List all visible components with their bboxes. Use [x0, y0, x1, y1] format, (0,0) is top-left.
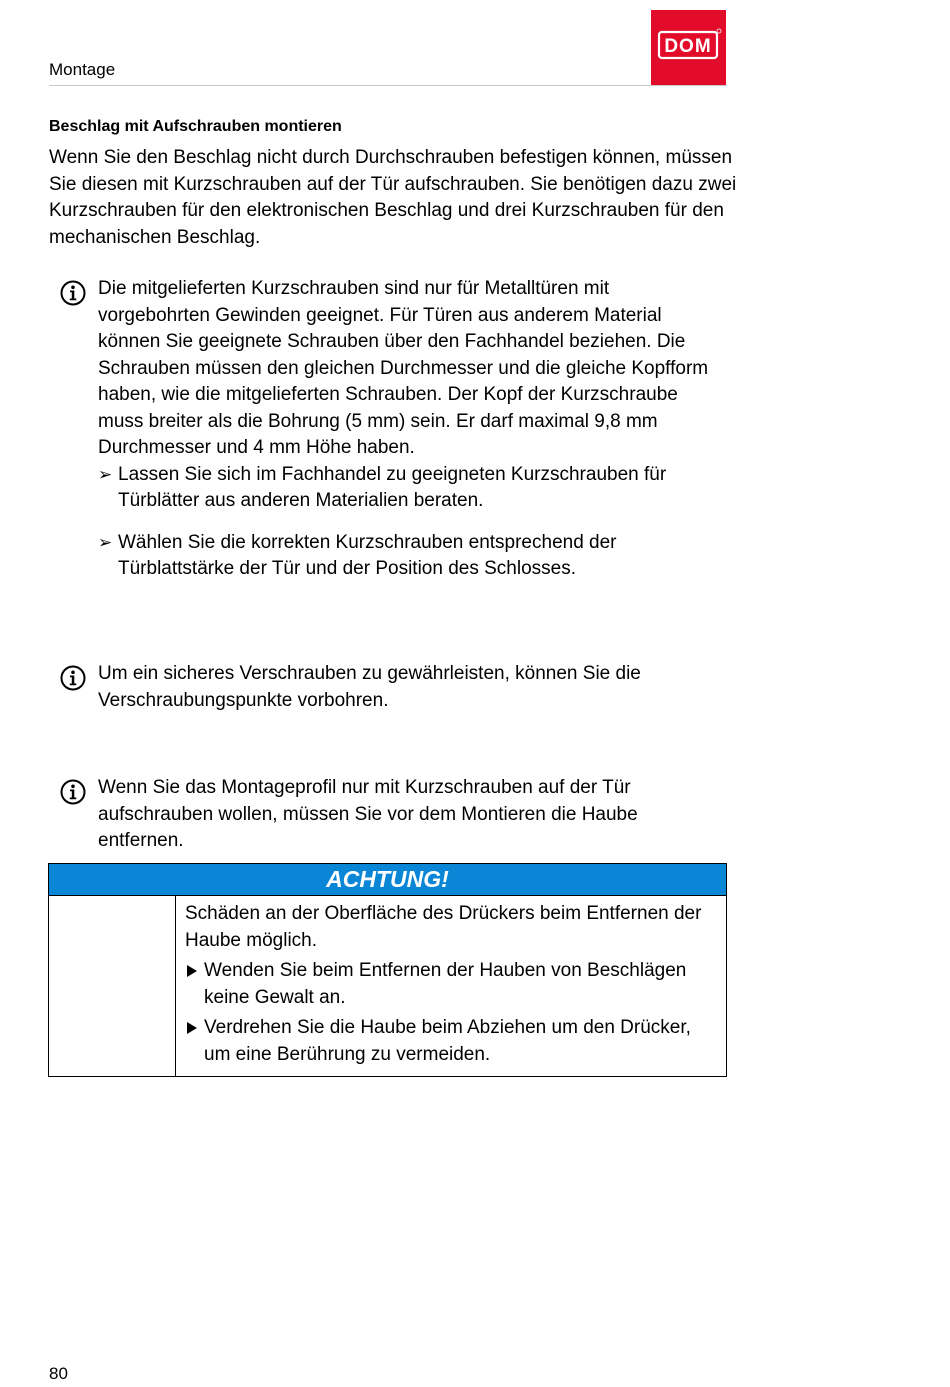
info-icon	[60, 779, 86, 805]
header-divider	[49, 85, 726, 86]
triangle-bullet-icon	[187, 965, 197, 977]
warning-box	[48, 863, 727, 1077]
bullet-text: Wenden Sie beim Entfernen der Hauben von Beschlägen keine Gewalt an.	[204, 960, 687, 1008]
arrow-bullet-icon: ➢	[98, 464, 113, 484]
list-item	[185, 1015, 718, 1068]
list-item	[98, 530, 720, 583]
list-item	[98, 462, 720, 515]
logo-text: DOM	[664, 36, 712, 57]
intro-paragraph: Wenn Sie den Beschlag nicht durch Durchschrauben befestigen können, müssen Sie diesen mit Kurzschrauben auf der Tür aufschrauben. Sie benötigen dazu zwei Kurzschrauben für den elektronischen Beschlag und drei Kurzschrauben für den mechanischen Beschlag.	[49, 147, 737, 248]
info-note-predrill	[60, 661, 720, 714]
header-title: Montage	[49, 60, 116, 79]
note-text: Die mitgelieferten Kurzschrauben sind nur für Metalltüren mit vorgebohrten Gewinden geeignet. Für Türen aus anderem Material können Sie geeignete Schrauben über den Fachhandel beziehen. Die Schrauben müssen den gleichen Durchmesser und die gleiche Kopfform haben, wie die mitgelieferten Schrauben. Der Kopf der Kurzschraube muss breiter als die Bohrung (5 mm) sein. Er darf maximal 9,8 mm Durchmesser und 4 mm Höhe haben.	[98, 278, 709, 458]
bullet-text: Verdrehen Sie die Haube beim Abziehen um den Drücker, um eine Berührung zu vermeiden.	[204, 1017, 691, 1065]
info-icon	[60, 280, 86, 306]
section-heading: Beschlag mit Aufschrauben montieren	[49, 118, 342, 135]
warning-symbol-cell	[49, 896, 176, 1076]
bullet-text: Lassen Sie sich im Fachhandel zu geeigneten Kurzschrauben für Türblätter aus anderen Materialien beraten.	[118, 463, 667, 511]
warning-header: ACHTUNG!	[49, 864, 726, 896]
note-text: Um ein sicheres Verschrauben zu gewährleisten, können Sie die Verschraubungspunkte vorbohren.	[98, 663, 641, 711]
arrow-bullet-icon: ➢	[98, 532, 113, 552]
warning-content	[176, 896, 726, 1076]
bullet-text: Wählen Sie die korrekten Kurzschrauben entsprechend der Türblattstärke der Tür und der Position des Schlosses.	[118, 531, 617, 579]
info-note-cover	[60, 775, 720, 855]
triangle-bullet-icon	[187, 1022, 197, 1034]
note-text: Wenn Sie das Montageprofil nur mit Kurzschrauben auf der Tür aufschrauben wollen, müssen Sie vor dem Montieren die Haube entfernen.	[98, 777, 638, 851]
dom-logo	[651, 10, 726, 85]
page-number: 80	[49, 1364, 68, 1383]
warning-text: Schäden an der Oberfläche des Drückers beim Entfernen der Haube möglich.	[185, 903, 702, 951]
info-note-screws	[60, 276, 720, 583]
list-item	[185, 958, 718, 1011]
info-icon	[60, 665, 86, 691]
dom-logo-icon	[651, 10, 726, 85]
